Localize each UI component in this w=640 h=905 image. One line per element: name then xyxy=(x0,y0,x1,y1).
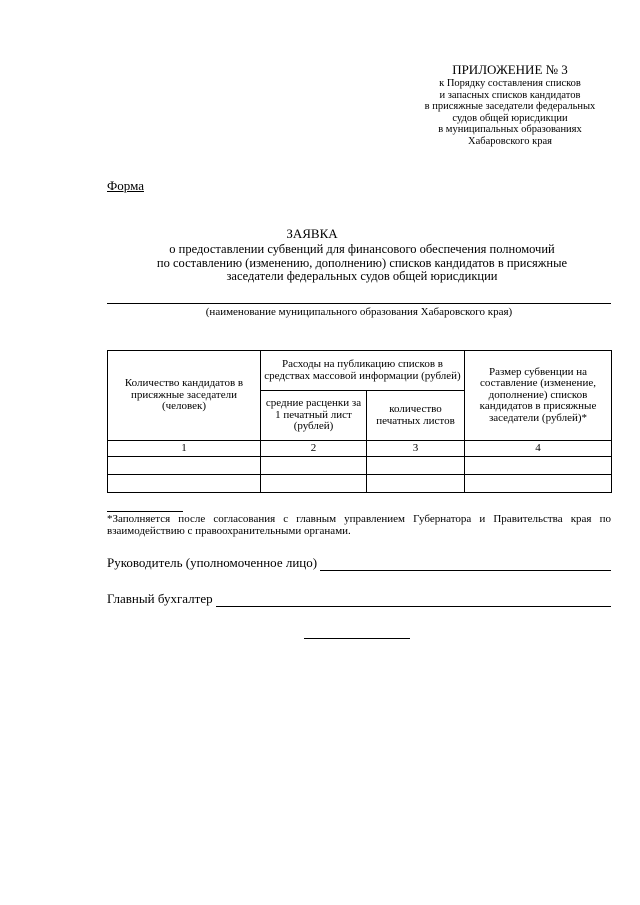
document-subtitle xyxy=(100,243,624,284)
municipality-hint: (наименование муниципального образования Хабаровского края) xyxy=(205,306,513,318)
document-title: ЗАЯВКА xyxy=(286,226,338,241)
accountant-signature-line[interactable] xyxy=(216,593,611,607)
header-subvention-amount: Размер субвенции на составление (изменение, дополнение) списков кандидатов в присяжные заседатели (рублей)* xyxy=(465,351,612,441)
municipality-name-line xyxy=(107,303,611,304)
table-cell[interactable] xyxy=(367,457,465,475)
head-signature-line[interactable] xyxy=(320,557,611,571)
appendix-line: Хабаровского края xyxy=(468,135,552,147)
subtitle-line: заседатели федеральных судов общей юрисдикции xyxy=(226,269,498,283)
header-publication-expenses: Расходы на публикацию списков в средствах массовой информации (рублей) xyxy=(261,351,465,391)
footnote-separator xyxy=(107,511,183,512)
appendix-line: и запасных списков кандидатов xyxy=(439,89,581,101)
table-cell[interactable] xyxy=(367,475,465,493)
column-number: 1 xyxy=(108,441,261,457)
table-cell[interactable] xyxy=(465,475,612,493)
header-candidates-count: Количество кандидатов в присяжные заседатели (человек) xyxy=(108,351,261,441)
appendix-line: в присяжные заседатели федеральных xyxy=(424,101,596,112)
column-number: 3 xyxy=(367,441,465,457)
end-separator xyxy=(304,638,410,639)
form-label: Форма xyxy=(107,178,144,193)
subtitle-line: по составлению (изменению, дополнению) списков кандидатов в присяжные xyxy=(156,255,568,270)
table-cell[interactable] xyxy=(108,457,261,475)
appendix-header xyxy=(390,62,630,147)
subtitle-line: о предоставлении субвенций для финансового обеспечения полномочий xyxy=(169,242,555,256)
appendix-line: судов общей юрисдикции xyxy=(452,112,568,124)
table-cell[interactable] xyxy=(261,475,367,493)
appendix-line: в муниципальных образованиях xyxy=(438,124,582,135)
table-cell[interactable] xyxy=(108,475,261,493)
header-average-price: средние расценки за 1 печатный лист (рублей) xyxy=(261,391,367,441)
header-sheets-count: количество печатных листов xyxy=(367,391,465,441)
head-signature-label: Руководитель (уполномоченное лицо) xyxy=(107,555,318,570)
table-cell[interactable] xyxy=(261,457,367,475)
accountant-signature-label: Главный бухгалтер xyxy=(107,591,213,606)
column-number: 2 xyxy=(261,441,367,457)
request-table xyxy=(107,350,612,493)
table-row xyxy=(108,457,612,475)
accountant-signature-row xyxy=(107,591,611,607)
appendix-line: к Порядку составления списков xyxy=(439,78,581,89)
column-number: 4 xyxy=(465,441,612,457)
appendix-title: ПРИЛОЖЕНИЕ № 3 xyxy=(452,62,568,77)
head-signature-row xyxy=(107,555,611,571)
table-row xyxy=(108,475,612,493)
footnote: *Заполняется после согласования с главным управлением Губернатора и Правительства края по взаимодействию с правоохранительными органами. xyxy=(107,513,611,537)
table-cell[interactable] xyxy=(465,457,612,475)
